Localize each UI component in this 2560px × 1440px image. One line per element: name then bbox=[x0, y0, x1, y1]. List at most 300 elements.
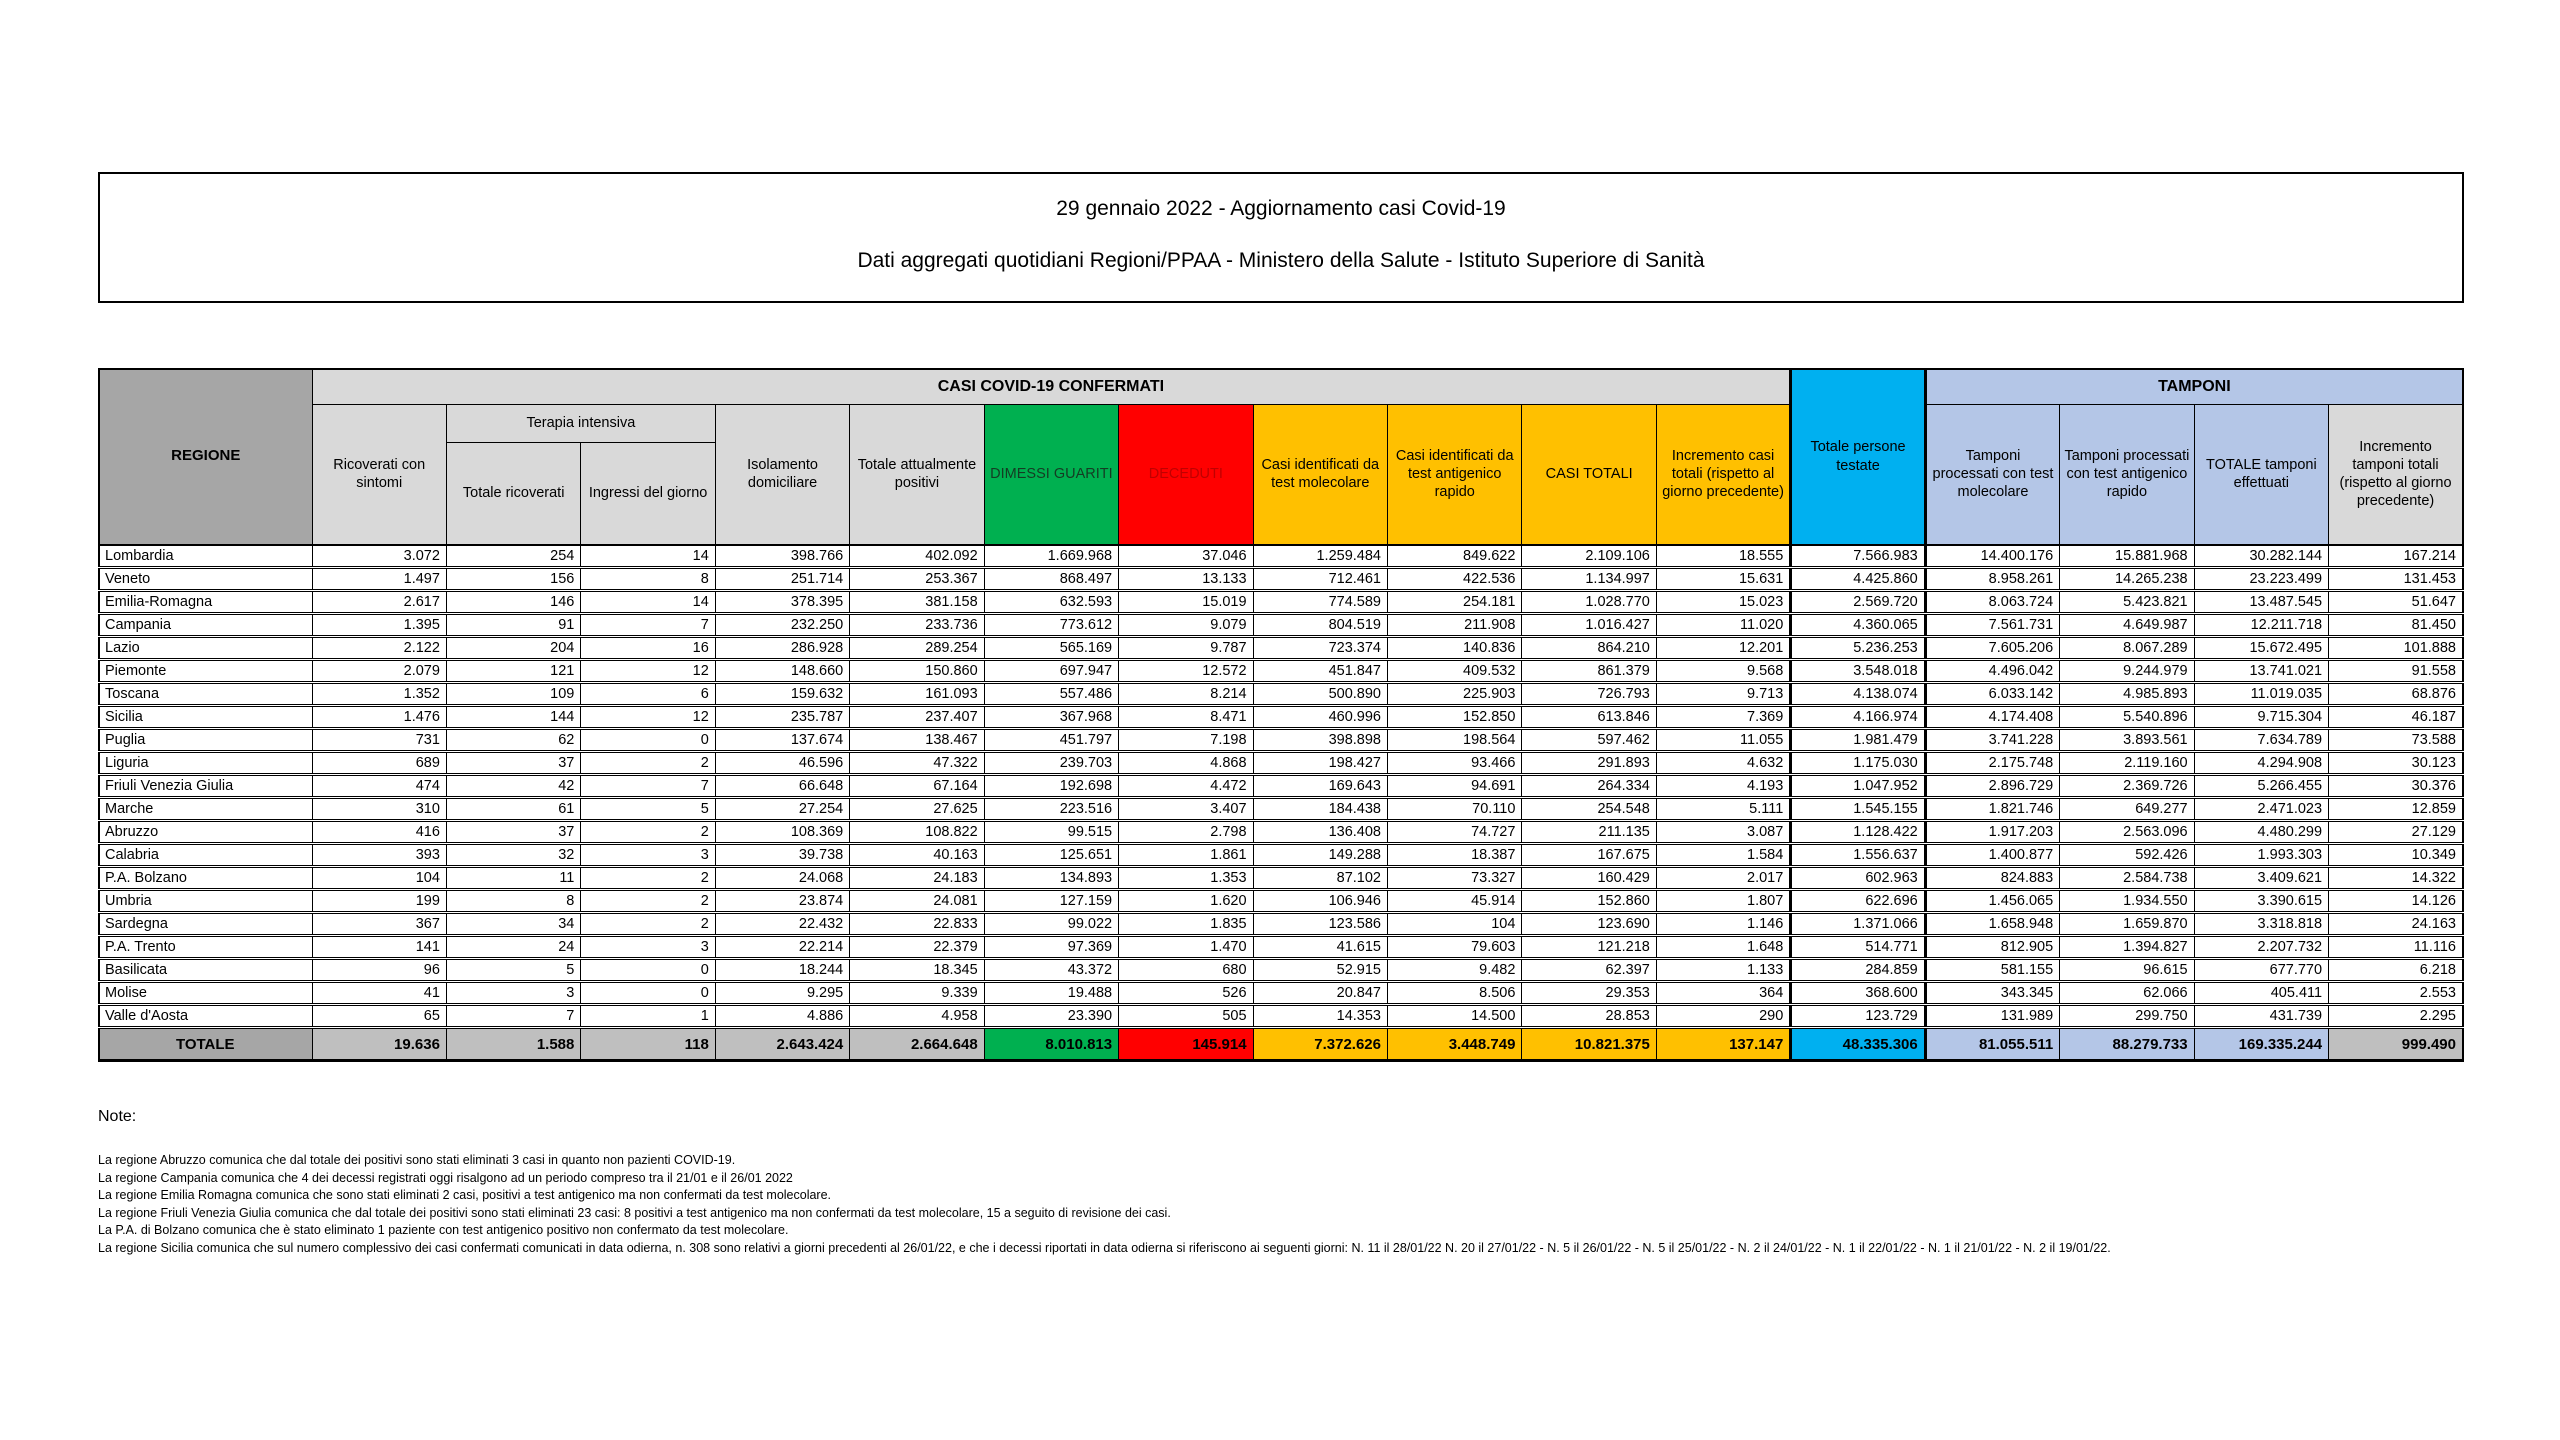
value-cell: 140.836 bbox=[1388, 637, 1522, 660]
value-cell: 14.400.176 bbox=[1925, 545, 2059, 568]
value-cell: 254.548 bbox=[1522, 798, 1656, 821]
value-cell: 2.617 bbox=[312, 591, 446, 614]
value-cell: 697.947 bbox=[984, 660, 1118, 683]
value-cell: 101.888 bbox=[2329, 637, 2463, 660]
value-cell: 237.407 bbox=[850, 706, 984, 729]
value-cell: 367.968 bbox=[984, 706, 1118, 729]
covid-data-table bbox=[98, 368, 2464, 1063]
value-cell: 286.928 bbox=[715, 637, 849, 660]
value-cell: 451.847 bbox=[1253, 660, 1387, 683]
table-row bbox=[99, 775, 2463, 798]
header-totale-ricoverati: Totale ricoverati bbox=[446, 443, 580, 545]
value-cell: 15.019 bbox=[1119, 591, 1253, 614]
notes-heading: Note: bbox=[98, 1108, 137, 1125]
value-cell: 2 bbox=[581, 890, 715, 913]
value-cell: 409.532 bbox=[1388, 660, 1522, 683]
value-cell: 62.066 bbox=[2060, 982, 2194, 1005]
value-cell: 3 bbox=[581, 936, 715, 959]
value-cell: 43.372 bbox=[984, 959, 1118, 982]
value-cell: 67.164 bbox=[850, 775, 984, 798]
value-cell: 5.423.821 bbox=[2060, 591, 2194, 614]
value-cell: 211.908 bbox=[1388, 614, 1522, 637]
header-casi-test-molecolare: Casi identificati da test molecolare bbox=[1253, 405, 1387, 545]
value-cell: 97.369 bbox=[984, 936, 1118, 959]
table-row bbox=[99, 890, 2463, 913]
value-cell: 1.016.427 bbox=[1522, 614, 1656, 637]
value-cell: 28.853 bbox=[1522, 1005, 1656, 1028]
value-cell: 5.540.896 bbox=[2060, 706, 2194, 729]
value-cell: 0 bbox=[581, 959, 715, 982]
region-name: Friuli Venezia Giulia bbox=[99, 775, 312, 798]
value-cell: 1.993.303 bbox=[2194, 844, 2328, 867]
region-name: Valle d'Aosta bbox=[99, 1005, 312, 1028]
value-cell: 73.588 bbox=[2329, 729, 2463, 752]
table-row bbox=[99, 844, 2463, 867]
value-cell: 2.109.106 bbox=[1522, 545, 1656, 568]
value-cell: 3.087 bbox=[1656, 821, 1790, 844]
value-cell: 1.658.948 bbox=[1925, 913, 2059, 936]
value-cell: 74.727 bbox=[1388, 821, 1522, 844]
value-cell: 27.625 bbox=[850, 798, 984, 821]
value-cell: 731 bbox=[312, 729, 446, 752]
value-cell: 381.158 bbox=[850, 591, 984, 614]
notes-section bbox=[98, 1108, 2464, 1257]
region-name: Emilia-Romagna bbox=[99, 591, 312, 614]
note-line: La regione Friuli Venezia Giulia comunica che dal totale dei positivi sono stati eliminati 23 casi: 8 positivi a test antigenico ma non confermati da test molecolare, 15 a seguito di revisione dei casi. bbox=[98, 1205, 1171, 1220]
value-cell: 62 bbox=[446, 729, 580, 752]
value-cell: 24.183 bbox=[850, 867, 984, 890]
value-cell: 104 bbox=[1388, 913, 1522, 936]
region-name: Lazio bbox=[99, 637, 312, 660]
value-cell: 4.958 bbox=[850, 1005, 984, 1028]
value-cell: 62.397 bbox=[1522, 959, 1656, 982]
header-group-casi-confermati: CASI COVID-19 CONFERMATI bbox=[312, 369, 1791, 405]
value-cell: 999.490 bbox=[2329, 1028, 2463, 1061]
value-cell: 712.461 bbox=[1253, 568, 1387, 591]
value-cell: 689 bbox=[312, 752, 446, 775]
value-cell: 5.266.455 bbox=[2194, 775, 2328, 798]
header-totale-tamponi: TOTALE tamponi effettuati bbox=[2194, 405, 2328, 545]
region-name: Veneto bbox=[99, 568, 312, 591]
value-cell: 2.369.726 bbox=[2060, 775, 2194, 798]
report-page bbox=[98, 0, 2464, 1257]
table-row bbox=[99, 821, 2463, 844]
value-cell: 37.046 bbox=[1119, 545, 1253, 568]
value-cell: 3.448.749 bbox=[1388, 1028, 1522, 1061]
value-cell: 3.548.018 bbox=[1791, 660, 1925, 683]
value-cell: 18.387 bbox=[1388, 844, 1522, 867]
report-subtitle: Dati aggregati quotidiani Regioni/PPAA - Ministero della Salute - Istituto Superiore di Sanità bbox=[857, 249, 1705, 273]
value-cell: 149.288 bbox=[1253, 844, 1387, 867]
value-cell: 11 bbox=[446, 867, 580, 890]
value-cell: 3.409.621 bbox=[2194, 867, 2328, 890]
value-cell: 22.214 bbox=[715, 936, 849, 959]
value-cell: 41 bbox=[312, 982, 446, 1005]
value-cell: 73.327 bbox=[1388, 867, 1522, 890]
value-cell: 4.174.408 bbox=[1925, 706, 2059, 729]
value-cell: 4.360.065 bbox=[1791, 614, 1925, 637]
table-row bbox=[99, 637, 2463, 660]
value-cell: 2 bbox=[581, 752, 715, 775]
value-cell: 146 bbox=[446, 591, 580, 614]
value-cell: 2.896.729 bbox=[1925, 775, 2059, 798]
value-cell: 52.915 bbox=[1253, 959, 1387, 982]
value-cell: 1.456.065 bbox=[1925, 890, 2059, 913]
region-name: Basilicata bbox=[99, 959, 312, 982]
value-cell: 61 bbox=[446, 798, 580, 821]
value-cell: 8.067.289 bbox=[2060, 637, 2194, 660]
value-cell: 19.488 bbox=[984, 982, 1118, 1005]
value-cell: 526 bbox=[1119, 982, 1253, 1005]
value-cell: 99.022 bbox=[984, 913, 1118, 936]
value-cell: 310 bbox=[312, 798, 446, 821]
value-cell: 1.648 bbox=[1656, 936, 1790, 959]
value-cell: 773.612 bbox=[984, 614, 1118, 637]
value-cell: 1.128.422 bbox=[1791, 821, 1925, 844]
value-cell: 1.821.746 bbox=[1925, 798, 2059, 821]
header-group-tamponi: TAMPONI bbox=[1925, 369, 2463, 405]
region-name: Marche bbox=[99, 798, 312, 821]
value-cell: 868.497 bbox=[984, 568, 1118, 591]
value-cell: 1.133 bbox=[1656, 959, 1790, 982]
value-cell: 398.898 bbox=[1253, 729, 1387, 752]
value-cell: 15.881.968 bbox=[2060, 545, 2194, 568]
value-cell: 7 bbox=[581, 614, 715, 637]
value-cell: 1 bbox=[581, 1005, 715, 1028]
value-cell: 1.807 bbox=[1656, 890, 1790, 913]
value-cell: 156 bbox=[446, 568, 580, 591]
region-name: Sicilia bbox=[99, 706, 312, 729]
value-cell: 3.318.818 bbox=[2194, 913, 2328, 936]
value-cell: 27.254 bbox=[715, 798, 849, 821]
value-cell: 24.068 bbox=[715, 867, 849, 890]
value-cell: 4.166.974 bbox=[1791, 706, 1925, 729]
value-cell: 565.169 bbox=[984, 637, 1118, 660]
table-row bbox=[99, 867, 2463, 890]
value-cell: 6.033.142 bbox=[1925, 683, 2059, 706]
value-cell: 121.218 bbox=[1522, 936, 1656, 959]
value-cell: 204 bbox=[446, 637, 580, 660]
value-cell: 11.116 bbox=[2329, 936, 2463, 959]
value-cell: 66.648 bbox=[715, 775, 849, 798]
value-cell: 18.244 bbox=[715, 959, 849, 982]
value-cell: 15.631 bbox=[1656, 568, 1790, 591]
value-cell: 4.193 bbox=[1656, 775, 1790, 798]
value-cell: 254 bbox=[446, 545, 580, 568]
value-cell: 9.713 bbox=[1656, 683, 1790, 706]
total-label: TOTALE bbox=[99, 1028, 312, 1061]
value-cell: 46.596 bbox=[715, 752, 849, 775]
value-cell: 7.561.731 bbox=[1925, 614, 2059, 637]
value-cell: 29.353 bbox=[1522, 982, 1656, 1005]
value-cell: 1.394.827 bbox=[2060, 936, 2194, 959]
value-cell: 1.620 bbox=[1119, 890, 1253, 913]
value-cell: 32 bbox=[446, 844, 580, 867]
value-cell: 4.480.299 bbox=[2194, 821, 2328, 844]
value-cell: 108.369 bbox=[715, 821, 849, 844]
value-cell: 46.187 bbox=[2329, 706, 2463, 729]
value-cell: 42 bbox=[446, 775, 580, 798]
value-cell: 2.471.023 bbox=[2194, 798, 2328, 821]
value-cell: 23.874 bbox=[715, 890, 849, 913]
value-cell: 88.279.733 bbox=[2060, 1028, 2194, 1061]
value-cell: 148.660 bbox=[715, 660, 849, 683]
region-name: Abruzzo bbox=[99, 821, 312, 844]
value-cell: 109 bbox=[446, 683, 580, 706]
value-cell: 160.429 bbox=[1522, 867, 1656, 890]
value-cell: 239.703 bbox=[984, 752, 1118, 775]
region-name: Piemonte bbox=[99, 660, 312, 683]
value-cell: 1.395 bbox=[312, 614, 446, 637]
region-name: Liguria bbox=[99, 752, 312, 775]
header-incremento-tamponi: Incremento tamponi totali (rispetto al giorno precedente) bbox=[2329, 405, 2463, 545]
value-cell: 167.675 bbox=[1522, 844, 1656, 867]
value-cell: 5.111 bbox=[1656, 798, 1790, 821]
value-cell: 864.210 bbox=[1522, 637, 1656, 660]
value-cell: 2.119.160 bbox=[2060, 752, 2194, 775]
value-cell: 500.890 bbox=[1253, 683, 1387, 706]
value-cell: 125.651 bbox=[984, 844, 1118, 867]
value-cell: 8 bbox=[581, 568, 715, 591]
value-cell: 123.729 bbox=[1791, 1005, 1925, 1028]
value-cell: 12.201 bbox=[1656, 637, 1790, 660]
value-cell: 167.214 bbox=[2329, 545, 2463, 568]
value-cell: 284.859 bbox=[1791, 959, 1925, 982]
region-name: P.A. Trento bbox=[99, 936, 312, 959]
value-cell: 136.408 bbox=[1253, 821, 1387, 844]
value-cell: 367 bbox=[312, 913, 446, 936]
value-cell: 123.586 bbox=[1253, 913, 1387, 936]
header-tamponi-antigenico: Tamponi processati con test antigenico rapido bbox=[2060, 405, 2194, 545]
table-row bbox=[99, 706, 2463, 729]
value-cell: 87.102 bbox=[1253, 867, 1387, 890]
value-cell: 39.738 bbox=[715, 844, 849, 867]
table-row bbox=[99, 798, 2463, 821]
value-cell: 649.277 bbox=[2060, 798, 2194, 821]
value-cell: 2 bbox=[581, 821, 715, 844]
header-dimessi-guariti: DIMESSI GUARITI bbox=[984, 405, 1118, 545]
value-cell: 30.376 bbox=[2329, 775, 2463, 798]
value-cell: 505 bbox=[1119, 1005, 1253, 1028]
value-cell: 1.352 bbox=[312, 683, 446, 706]
value-cell: 22.833 bbox=[850, 913, 984, 936]
value-cell: 1.371.066 bbox=[1791, 913, 1925, 936]
value-cell: 199 bbox=[312, 890, 446, 913]
region-name: Lombardia bbox=[99, 545, 312, 568]
value-cell: 6 bbox=[581, 683, 715, 706]
value-cell: 7.634.789 bbox=[2194, 729, 2328, 752]
region-name: Molise bbox=[99, 982, 312, 1005]
value-cell: 81.450 bbox=[2329, 614, 2463, 637]
region-name: Toscana bbox=[99, 683, 312, 706]
value-cell: 18.555 bbox=[1656, 545, 1790, 568]
value-cell: 622.696 bbox=[1791, 890, 1925, 913]
value-cell: 10.349 bbox=[2329, 844, 2463, 867]
region-name: Campania bbox=[99, 614, 312, 637]
table-row bbox=[99, 913, 2463, 936]
header-isolamento-domiciliare: Isolamento domiciliare bbox=[715, 405, 849, 545]
value-cell: 11.055 bbox=[1656, 729, 1790, 752]
value-cell: 2.079 bbox=[312, 660, 446, 683]
table-row bbox=[99, 614, 2463, 637]
header-deceduti: DECEDUTI bbox=[1119, 405, 1253, 545]
value-cell: 1.934.550 bbox=[2060, 890, 2194, 913]
value-cell: 405.411 bbox=[2194, 982, 2328, 1005]
value-cell: 24 bbox=[446, 936, 580, 959]
value-cell: 8.214 bbox=[1119, 683, 1253, 706]
value-cell: 1.259.484 bbox=[1253, 545, 1387, 568]
header-tamponi-molecolare: Tamponi processati con test molecolare bbox=[1925, 405, 2059, 545]
value-cell: 161.093 bbox=[850, 683, 984, 706]
value-cell: 12.572 bbox=[1119, 660, 1253, 683]
value-cell: 48.335.306 bbox=[1791, 1028, 1925, 1061]
value-cell: 3.407 bbox=[1119, 798, 1253, 821]
value-cell: 299.750 bbox=[2060, 1005, 2194, 1028]
table-row bbox=[99, 545, 2463, 568]
value-cell: 14 bbox=[581, 545, 715, 568]
value-cell: 134.893 bbox=[984, 867, 1118, 890]
total-row bbox=[99, 1028, 2463, 1061]
value-cell: 368.600 bbox=[1791, 982, 1925, 1005]
value-cell: 152.860 bbox=[1522, 890, 1656, 913]
region-name: Sardegna bbox=[99, 913, 312, 936]
value-cell: 34 bbox=[446, 913, 580, 936]
value-cell: 8 bbox=[446, 890, 580, 913]
value-cell: 1.981.479 bbox=[1791, 729, 1925, 752]
value-cell: 4.472 bbox=[1119, 775, 1253, 798]
region-name: Calabria bbox=[99, 844, 312, 867]
value-cell: 7 bbox=[581, 775, 715, 798]
value-cell: 20.847 bbox=[1253, 982, 1387, 1005]
value-cell: 416 bbox=[312, 821, 446, 844]
value-cell: 159.632 bbox=[715, 683, 849, 706]
value-cell: 223.516 bbox=[984, 798, 1118, 821]
value-cell: 211.135 bbox=[1522, 821, 1656, 844]
value-cell: 7.566.983 bbox=[1791, 545, 1925, 568]
value-cell: 7.372.626 bbox=[1253, 1028, 1387, 1061]
value-cell: 422.536 bbox=[1388, 568, 1522, 591]
value-cell: 8.958.261 bbox=[1925, 568, 2059, 591]
value-cell: 22.379 bbox=[850, 936, 984, 959]
value-cell: 343.345 bbox=[1925, 982, 2059, 1005]
value-cell: 2.569.720 bbox=[1791, 591, 1925, 614]
value-cell: 121 bbox=[446, 660, 580, 683]
value-cell: 4.138.074 bbox=[1791, 683, 1925, 706]
value-cell: 9.339 bbox=[850, 982, 984, 1005]
value-cell: 30.123 bbox=[2329, 752, 2463, 775]
value-cell: 12 bbox=[581, 706, 715, 729]
value-cell: 7.369 bbox=[1656, 706, 1790, 729]
value-cell: 1.146 bbox=[1656, 913, 1790, 936]
value-cell: 96 bbox=[312, 959, 446, 982]
table-row bbox=[99, 591, 2463, 614]
value-cell: 2 bbox=[581, 913, 715, 936]
value-cell: 24.163 bbox=[2329, 913, 2463, 936]
value-cell: 1.669.968 bbox=[984, 545, 1118, 568]
value-cell: 393 bbox=[312, 844, 446, 867]
value-cell: 104 bbox=[312, 867, 446, 890]
value-cell: 557.486 bbox=[984, 683, 1118, 706]
value-cell: 11.019.035 bbox=[2194, 683, 2328, 706]
value-cell: 51.647 bbox=[2329, 591, 2463, 614]
value-cell: 15.023 bbox=[1656, 591, 1790, 614]
value-cell: 398.766 bbox=[715, 545, 849, 568]
value-cell: 251.714 bbox=[715, 568, 849, 591]
value-cell: 2.798 bbox=[1119, 821, 1253, 844]
value-cell: 13.133 bbox=[1119, 568, 1253, 591]
value-cell: 47.322 bbox=[850, 752, 984, 775]
value-cell: 14.322 bbox=[2329, 867, 2463, 890]
header-persone-testate: Totale persone testate bbox=[1791, 369, 1925, 545]
value-cell: 7.605.206 bbox=[1925, 637, 2059, 660]
value-cell: 1.588 bbox=[446, 1028, 580, 1061]
value-cell: 9.482 bbox=[1388, 959, 1522, 982]
header-ricoverati-sintomi: Ricoverati con sintomi bbox=[312, 405, 446, 545]
value-cell: 145.914 bbox=[1119, 1028, 1253, 1061]
value-cell: 2.563.096 bbox=[2060, 821, 2194, 844]
value-cell: 79.603 bbox=[1388, 936, 1522, 959]
table-row bbox=[99, 568, 2463, 591]
value-cell: 37 bbox=[446, 752, 580, 775]
value-cell: 291.893 bbox=[1522, 752, 1656, 775]
value-cell: 4.868 bbox=[1119, 752, 1253, 775]
value-cell: 812.905 bbox=[1925, 936, 2059, 959]
value-cell: 7 bbox=[446, 1005, 580, 1028]
table-row bbox=[99, 959, 2463, 982]
value-cell: 27.129 bbox=[2329, 821, 2463, 844]
value-cell: 289.254 bbox=[850, 637, 984, 660]
value-cell: 4.886 bbox=[715, 1005, 849, 1028]
value-cell: 402.092 bbox=[850, 545, 984, 568]
value-cell: 253.367 bbox=[850, 568, 984, 591]
value-cell: 774.589 bbox=[1253, 591, 1387, 614]
value-cell: 152.850 bbox=[1388, 706, 1522, 729]
value-cell: 169.335.244 bbox=[2194, 1028, 2328, 1061]
note-lines bbox=[98, 1152, 2464, 1257]
value-cell: 1.175.030 bbox=[1791, 752, 1925, 775]
value-cell: 14.265.238 bbox=[2060, 568, 2194, 591]
value-cell: 106.946 bbox=[1253, 890, 1387, 913]
value-cell: 3.072 bbox=[312, 545, 446, 568]
header-casi-test-antigenico: Casi identificati da test antigenico rapido bbox=[1388, 405, 1522, 545]
header-terapia-intensiva: Terapia intensiva bbox=[446, 405, 715, 443]
header-attualmente-positivi: Totale attualmente positivi bbox=[850, 405, 984, 545]
value-cell: 4.294.908 bbox=[2194, 752, 2328, 775]
value-cell: 2.553 bbox=[2329, 982, 2463, 1005]
region-name: Umbria bbox=[99, 890, 312, 913]
value-cell: 14.353 bbox=[1253, 1005, 1387, 1028]
table-row bbox=[99, 1005, 2463, 1028]
value-cell: 14.126 bbox=[2329, 890, 2463, 913]
value-cell: 11.020 bbox=[1656, 614, 1790, 637]
value-cell: 99.515 bbox=[984, 821, 1118, 844]
value-cell: 592.426 bbox=[2060, 844, 2194, 867]
value-cell: 4.632 bbox=[1656, 752, 1790, 775]
value-cell: 169.643 bbox=[1253, 775, 1387, 798]
value-cell: 602.963 bbox=[1791, 867, 1925, 890]
value-cell: 1.497 bbox=[312, 568, 446, 591]
value-cell: 1.476 bbox=[312, 706, 446, 729]
value-cell: 824.883 bbox=[1925, 867, 2059, 890]
value-cell: 9.079 bbox=[1119, 614, 1253, 637]
value-cell: 0 bbox=[581, 982, 715, 1005]
header-ingressi-giorno: Ingressi del giorno bbox=[581, 443, 715, 545]
value-cell: 91 bbox=[446, 614, 580, 637]
value-cell: 235.787 bbox=[715, 706, 849, 729]
report-date-title: 29 gennaio 2022 - Aggiornamento casi Covid-19 bbox=[1056, 197, 1506, 220]
value-cell: 12 bbox=[581, 660, 715, 683]
value-cell: 19.636 bbox=[312, 1028, 446, 1061]
